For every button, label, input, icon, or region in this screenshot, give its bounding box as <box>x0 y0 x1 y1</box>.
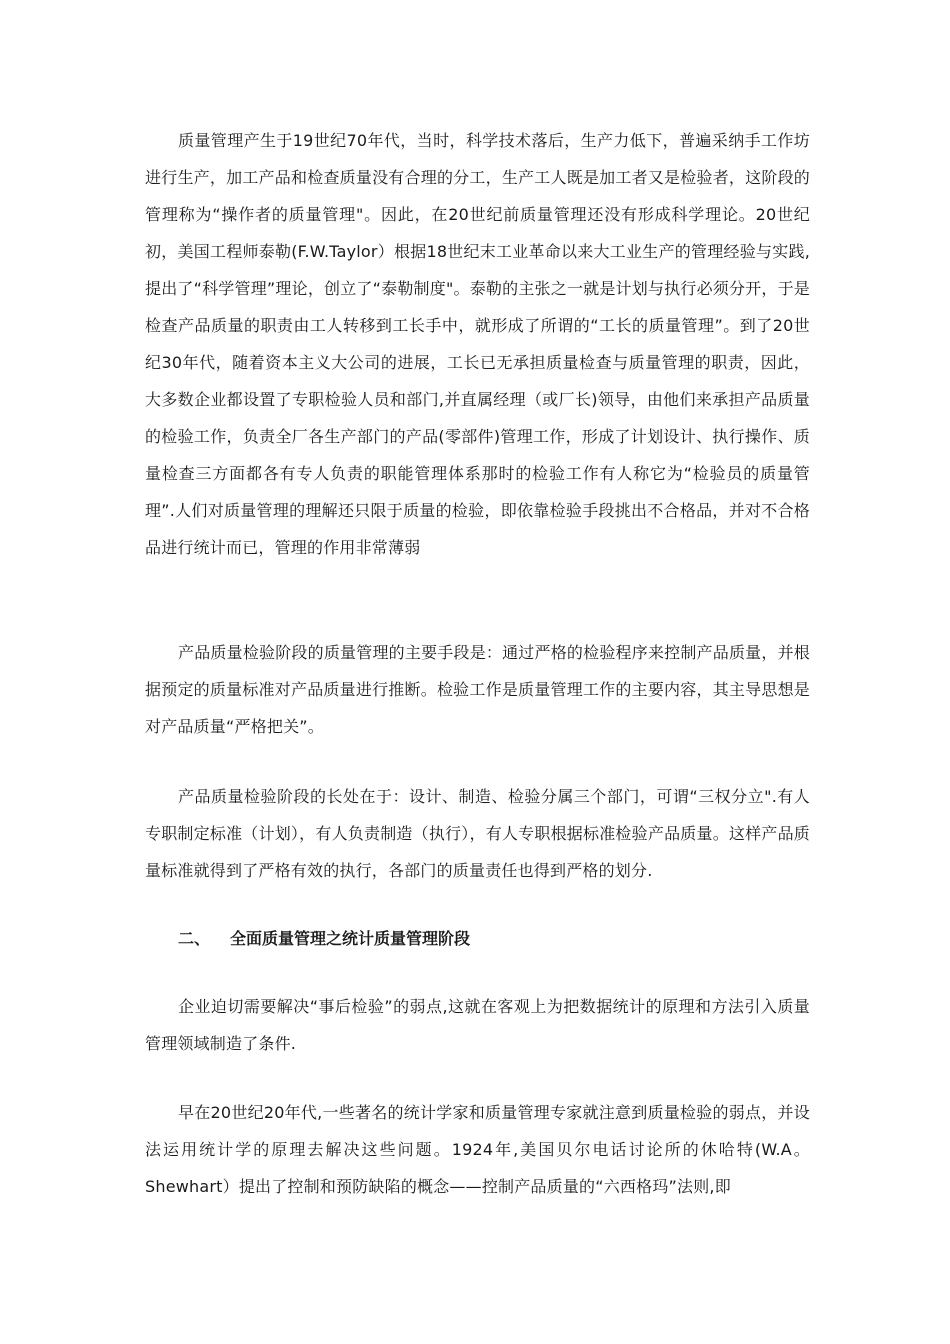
section-heading <box>178 920 470 957</box>
paragraph-shewhart: 早在20世纪20年代,一些著名的统计学家和质量管理专家就注意到质量检验的弱点，并设法运用统计学的原理去解决这些问题。1924年,美国贝尔电话讨论所的休哈特(W.A。Shewhart）提出了控制和预防缺陷的概念——控制产品质量的“六西格玛”法则,即 <box>145 1103 810 1196</box>
section-heading-title: 全面质量管理之统计质量管理阶段 <box>230 929 471 948</box>
paragraph-statistics-need: 企业迫切需要解决“事后检验”的弱点,这就在客观上为把数据统计的原理和方法引入质量管理领域制造了条件. <box>145 997 810 1053</box>
paragraph-inspection-means: 产品质量检验阶段的质量管理的主要手段是：通过严格的检验程序来控制产品质量，并根据预定的质量标准对产品质量进行推断。检验工作是质量管理工作的主要内容，其主导思想是对产品质量“严格把关”。 <box>145 643 810 736</box>
section-heading-number: 二、 <box>178 929 211 948</box>
paragraph-inspection-advantages: 产品质量检验阶段的长处在于：设计、制造、检验分属三个部门，可谓“三权分立".有人专职制定标准（计划），有人负责制造（执行），有人专职根据标准检验产品质量。这样产品质量标准就得到了严格有效的执行，各部门的质量责任也得到严格的划分. <box>145 787 810 880</box>
paragraph-history: 质量管理产生于19世纪70年代，当时，科学技术落后，生产力低下，普遍采纳手工作坊进行生产，加工产品和检查质量没有合理的分工，生产工人既是加工者又是检验者，这阶段的管理称为“操作者的质量管理"。因此，在20世纪前质量管理还没有形成科学理论。20世纪初，美国工程师泰勒(F.W.Taylor）根据18世纪末工业革命以来大工业生产的管理经验与实践,提出了“科学管理”理论，创立了“泰勒制度"。泰勒的主张之一就是计划与执行必须分开，于是检查产品质量的职责由工人转移到工长手中，就形成了所谓的“工长的质量管理”。到了20世纪30年代，随着资本主义大公司的进展，工长已无承担质量检查与质量管理的职责，因此，大多数企业都设置了专职检验人员和部门,并直属经理（或厂长)领导，由他们来承担产品质量的检验工作，负责全厂各生产部门的产品(零部件)管理工作，形成了计划设计、执行操作、质量检查三方面都各有专人负责的职能管理体系那时的检验工作有人称它为“检验员的质量管理”.人们对质量管理的理解还只限于质量的检验，即依靠检验手段挑出不合格品，并对不合格品进行统计而已，管理的作用非常薄弱 <box>145 131 810 557</box>
